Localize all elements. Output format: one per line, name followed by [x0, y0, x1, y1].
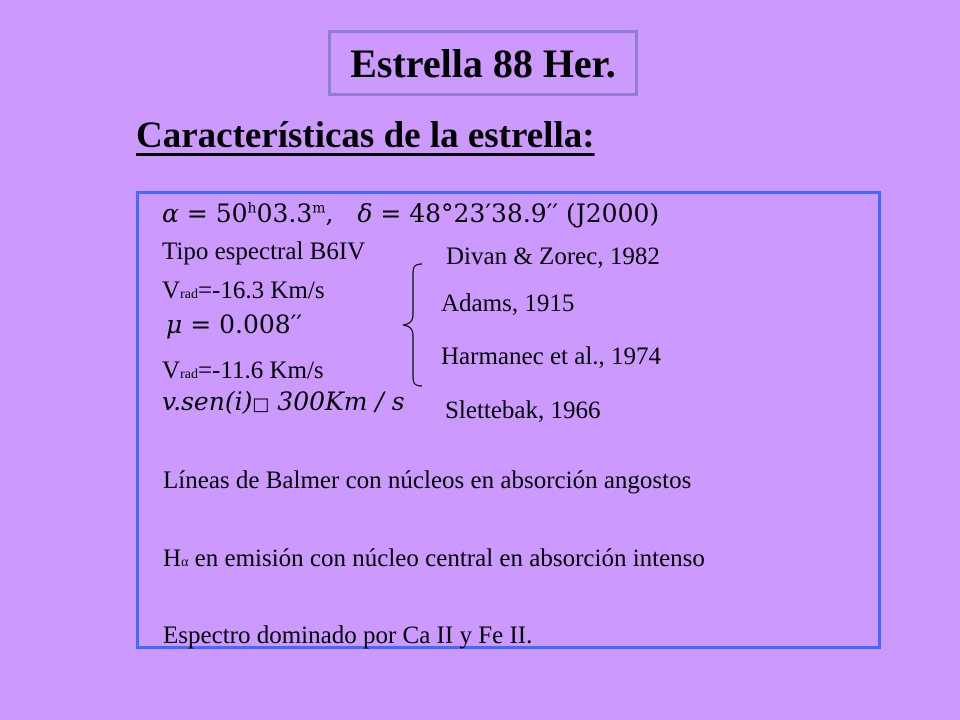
- spectrum-text: Espectro dominado por Ca II y Fe II.: [163, 622, 533, 649]
- halpha-prefix: H: [163, 545, 182, 572]
- vrad1-prefix: V: [162, 277, 181, 304]
- balmer-lines-text: Líneas de Balmer con núcleos en absorción angostos: [163, 467, 692, 494]
- vsini-glyph: □: [252, 394, 270, 415]
- reference-divan-zorec: Divan & Zorec, 1982: [446, 243, 660, 270]
- reference-adams: Adams, 1915: [441, 290, 575, 317]
- vrad1-value: =-16.3 Km/s: [197, 277, 325, 304]
- spectral-type: Tipo espectral B6IV: [162, 238, 366, 265]
- vrad1-subscript: rad: [180, 287, 198, 302]
- vrad2-prefix: V: [162, 357, 181, 384]
- radial-velocity-1: [162, 278, 325, 303]
- reference-slettebak: Slettebak, 1966: [445, 397, 601, 424]
- radial-velocity-2: [162, 358, 324, 383]
- slide-title-text: Estrella 88 Her.: [350, 40, 616, 86]
- vrad2-value: =-11.6 Km/s: [197, 357, 324, 384]
- reference-brace-icon: [400, 262, 424, 388]
- mu-symbol: μ: [166, 310, 183, 339]
- proper-motion-formula: [166, 312, 302, 337]
- alpha-hours-unit: h: [247, 200, 257, 217]
- delta-value: = 48°23′38.9′′ (J2000): [372, 199, 660, 228]
- alpha-value: 03.3: [256, 199, 313, 228]
- mu-value: = 0.008′′: [182, 310, 303, 339]
- coordinates-formula: [162, 201, 659, 226]
- vsini-label: v.sen(i): [162, 387, 253, 416]
- alpha-comma: ,: [325, 199, 334, 228]
- reference-harmanec: Harmanec et al., 1974: [441, 343, 662, 370]
- vrad2-subscript: rad: [180, 367, 198, 382]
- alpha-symbol: α: [162, 199, 179, 228]
- delta-symbol: δ: [357, 199, 373, 228]
- slide-subtitle: Características de la estrella:: [136, 115, 595, 156]
- rotation-velocity-formula: [162, 389, 405, 414]
- halpha-subscript: α: [181, 555, 189, 570]
- vsini-value: 300Km / s: [269, 387, 405, 416]
- halpha-emission-text: [163, 546, 705, 571]
- alpha-minutes-unit: m: [312, 200, 326, 217]
- slide-title: [328, 30, 638, 96]
- alpha-equals: = 50: [178, 199, 248, 228]
- halpha-rest: en emisión con núcleo central en absorción intenso: [188, 545, 705, 572]
